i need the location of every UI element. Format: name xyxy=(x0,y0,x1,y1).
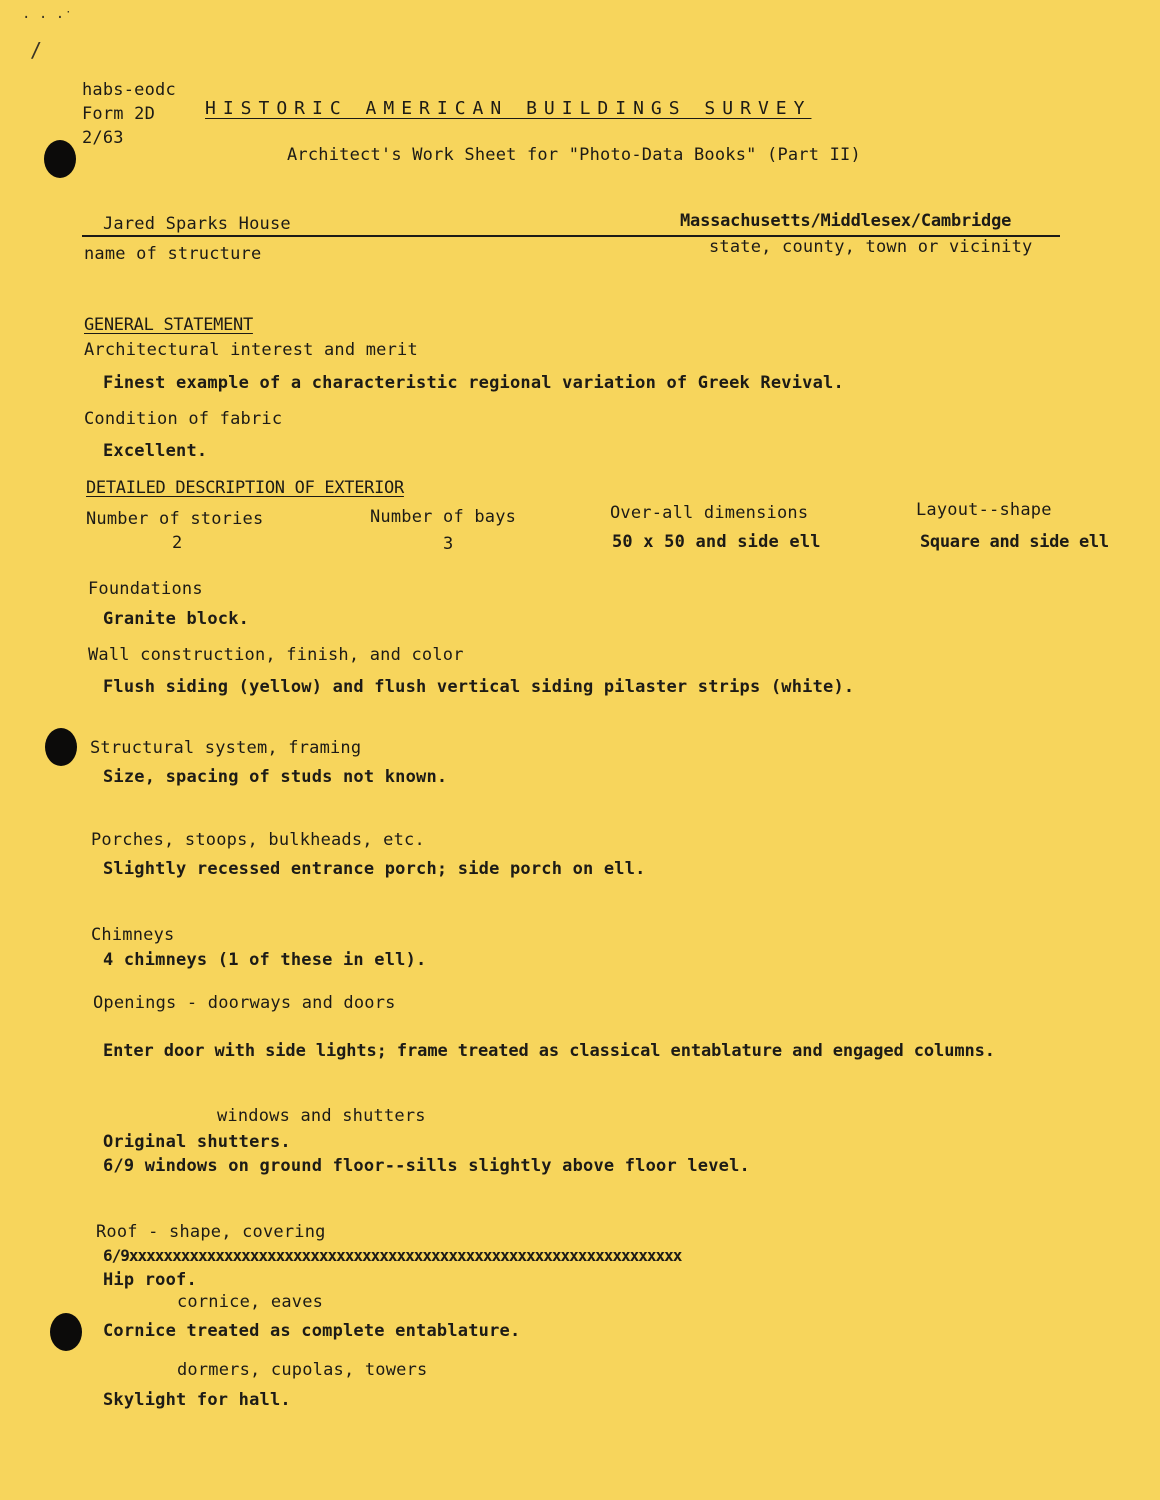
exterior-heading: DETAILED DESCRIPTION OF EXTERIOR xyxy=(86,478,404,498)
porches-value: Slightly recessed entrance porch; side porch on ell. xyxy=(103,859,646,879)
cornice-label: cornice, eaves xyxy=(177,1292,324,1312)
windows-value-shutters: Original shutters. xyxy=(103,1132,291,1152)
openings-value: Enter door with side lights; frame treated as classical entablature and engaged columns. xyxy=(103,1041,995,1061)
structure-location-label: state, county, town or vicinity xyxy=(709,237,1033,257)
layout-value: Square and side ell xyxy=(920,532,1109,552)
bays-label: Number of bays xyxy=(370,507,517,527)
porches-label: Porches, stoops, bulkheads, etc. xyxy=(91,830,425,850)
punch-hole-top xyxy=(44,140,76,178)
stray-mark: · · ·˙ xyxy=(22,10,73,26)
bays-value: 3 xyxy=(443,534,454,554)
general-statement-heading: GENERAL STATEMENT xyxy=(84,315,253,335)
punch-hole-bottom xyxy=(50,1313,82,1351)
interest-label: Architectural interest and merit xyxy=(84,340,418,360)
roof-struck-line: 6/9xxxxxxxxxxxxxxxxxxxxxxxxxxxxxxxxxxxxxxxxxxxxxxxxxxxxxxxxxxxxxxxx xyxy=(103,1246,682,1265)
foundations-value: Granite block. xyxy=(103,609,250,629)
windows-label: windows and shutters xyxy=(217,1106,426,1126)
structure-location: Massachusetts/Middlesex/Cambridge xyxy=(680,211,1012,231)
roof-label: Roof - shape, covering xyxy=(96,1222,326,1242)
chimneys-value: 4 chimneys (1 of these in ell). xyxy=(103,950,427,970)
worksheet-subtitle: Architect's Work Sheet for "Photo-Data Books" (Part II) xyxy=(287,145,861,165)
structural-value: Size, spacing of studs not known. xyxy=(103,767,448,787)
layout-label: Layout--shape xyxy=(916,500,1052,520)
wall-value: Flush siding (yellow) and flush vertical siding pilaster strips (white). xyxy=(103,677,855,697)
openings-label: Openings - doorways and doors xyxy=(93,993,396,1013)
windows-value-windows: 6/9 windows on ground floor--sills slightly above floor level. xyxy=(103,1156,750,1176)
foundations-label: Foundations xyxy=(88,579,203,599)
stories-label: Number of stories xyxy=(86,509,264,529)
chimneys-label: Chimneys xyxy=(91,925,175,945)
wall-label: Wall construction, finish, and color xyxy=(88,645,464,665)
dormers-value: Skylight for hall. xyxy=(103,1390,291,1410)
dimensions-label: Over-all dimensions xyxy=(610,503,809,523)
form-number: Form 2D xyxy=(82,104,156,124)
survey-title: HISTORIC AMERICAN BUILDINGS SURVEY xyxy=(205,98,812,119)
dormers-label: dormers, cupolas, towers xyxy=(177,1360,428,1380)
office-code: habs-eodc xyxy=(82,80,176,100)
stray-mark: / xyxy=(30,38,43,62)
condition-value: Excellent. xyxy=(103,441,208,461)
interest-value: Finest example of a characteristic regional variation of Greek Revival. xyxy=(103,373,844,393)
structure-name: Jared Sparks House xyxy=(103,214,291,234)
condition-label: Condition of fabric xyxy=(84,409,283,429)
structure-name-label: name of structure xyxy=(84,244,262,264)
structural-label: Structural system, framing xyxy=(90,738,362,758)
roof-value: Hip roof. xyxy=(103,1270,197,1290)
stories-value: 2 xyxy=(172,533,183,553)
punch-hole-middle xyxy=(45,728,77,766)
cornice-value: Cornice treated as complete entablature. xyxy=(103,1321,521,1341)
form-date: 2/63 xyxy=(82,128,124,148)
dimensions-value: 50 x 50 and side ell xyxy=(612,532,821,552)
